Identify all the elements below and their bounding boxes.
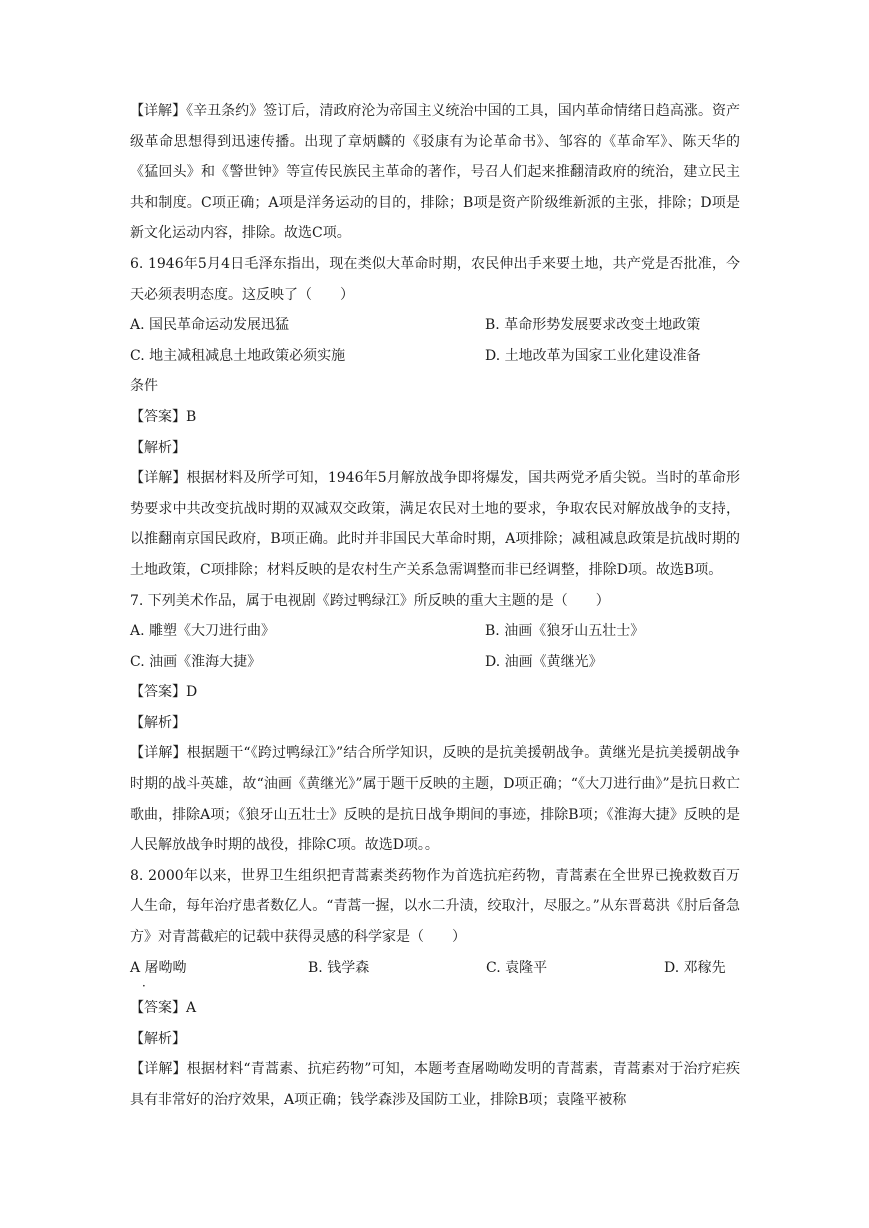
- q7-stem: 7. 下列美术作品，属于电视剧《跨过鸭绿江》所反映的重大主题的是（ ）: [130, 592, 610, 609]
- q7-analysis-label: 【解析】: [130, 714, 186, 731]
- q7-answer: 【答案】D: [130, 684, 198, 701]
- q7-options-row-1: [130, 616, 740, 647]
- document-page: [130, 96, 740, 1116]
- q7-detail: 【详解】根据题干“《跨过鸭绿江》”结合所学知识，反映的是抗美援朝战争。黄继光是抗美援朝战争时期的战斗英雄，故“油画《黄继光》”属于题干反映的主题，D项正确；“《大刀进行曲》”是抗日救亡歌曲，排除A项；《狼牙山五壮士》反映的是抗日战争期间的事迹，排除B项；《淮海大捷》反映的是人民解放战争时期的战役，排除C项。故选D项。。: [130, 745, 740, 854]
- q8-options-row: [130, 953, 740, 984]
- q8-option-d: D. 邓稼先: [664, 959, 726, 976]
- q8-option-a: A 屠呦呦: [130, 959, 187, 976]
- q6-option-c: C. 地主减租减息土地政策必须实施: [130, 347, 346, 364]
- q6-options-row-1: [130, 310, 740, 341]
- q6-answer: 【答案】B: [130, 408, 197, 425]
- q8-analysis-label: 【解析】: [130, 1030, 186, 1047]
- q8-option-b: B. 钱学森: [308, 959, 370, 976]
- q7-option-d: D. 油画《黄继光》: [485, 653, 603, 670]
- q6-detail: 【详解】根据材料及所学可知，1946年5月解放战争即将爆发，国共两党矛盾尖锐。当时的革命形势要求中共改变抗战时期的双减双交政策，满足农民对土地的要求，争取农民对解放战争的支持，以推翻南京国民政府，B项正确。此时并非国民大革命时期，A项排除；减租减息政策是抗战时期的土地政策，C项排除；材料反映的是农村生产关系急需调整而非已经调整，排除D项。故选B项。: [130, 470, 740, 578]
- q8-answer: 【答案】A: [130, 1000, 197, 1017]
- q5-detail: 【详解】《辛丑条约》签订后，清政府沦为帝国主义统治中国的工具，国内革命情绪日趋高涨。资产级革命思想得到迅速传播。出现了章炳麟的《驳康有为论革命书》、邹容的《革命军》、陈天华的《猛回头》和《警世钟》等宣传民族民主革命的著作，号召人们起来推翻清政府的统治，建立民主共和制度。C项正确；A项是洋务运动的目的，排除；B项是资产阶级维新派的主张，排除；D项是新文化运动内容，排除。故选C项。: [130, 103, 740, 242]
- q8-detail: 【详解】根据材料“青蒿素、抗疟药物”可知，本题考查屠呦呦发明的青蒿素，青蒿素对于治疗疟疾具有非常好的治疗效果，A项正确；钱学森涉及国防工业，排除B项；袁隆平被称: [130, 1061, 740, 1108]
- q6-option-b: B. 革命形势发展要求改变土地政策: [485, 317, 701, 334]
- q8-option-dot: ．: [142, 975, 155, 990]
- q7-option-b: B. 油画《狼牙山五壮士》: [485, 623, 645, 640]
- q6-options-row-2: [130, 341, 740, 372]
- q6-option-d-continued: 条件: [130, 378, 158, 395]
- q7-options-row-2: [130, 647, 740, 678]
- q6-option-d: D. 土地改革为国家工业化建设准备: [485, 347, 701, 364]
- q6-analysis-label: 【解析】: [130, 439, 186, 456]
- q8-option-c: C. 袁隆平: [486, 959, 548, 976]
- q8-stem: 8. 2000年以来，世界卫生组织把青蒿素类药物作为首选抗疟药物，青蒿素在全世界已挽救数百万人生命，每年治疗患者数亿人。“青蒿一握，以水二升渍，绞取汁，尽服之。”从东晋葛洪《肘后备急方》对青蒿截疟的记载中获得灵感的科学家是（ ）: [130, 867, 740, 946]
- q7-option-c: C. 油画《淮海大捷》: [130, 653, 262, 670]
- q7-option-a: A. 雕塑《大刀进行曲》: [130, 623, 276, 640]
- q6-option-a: A. 国民革命运动发展迅猛: [130, 317, 290, 334]
- q6-stem: 6. 1946年5月4日毛泽东指出，现在类似大革命时期，农民伸出手来要土地，共产党是否批准，今天必须表明态度。这反映了（ ）: [130, 255, 740, 303]
